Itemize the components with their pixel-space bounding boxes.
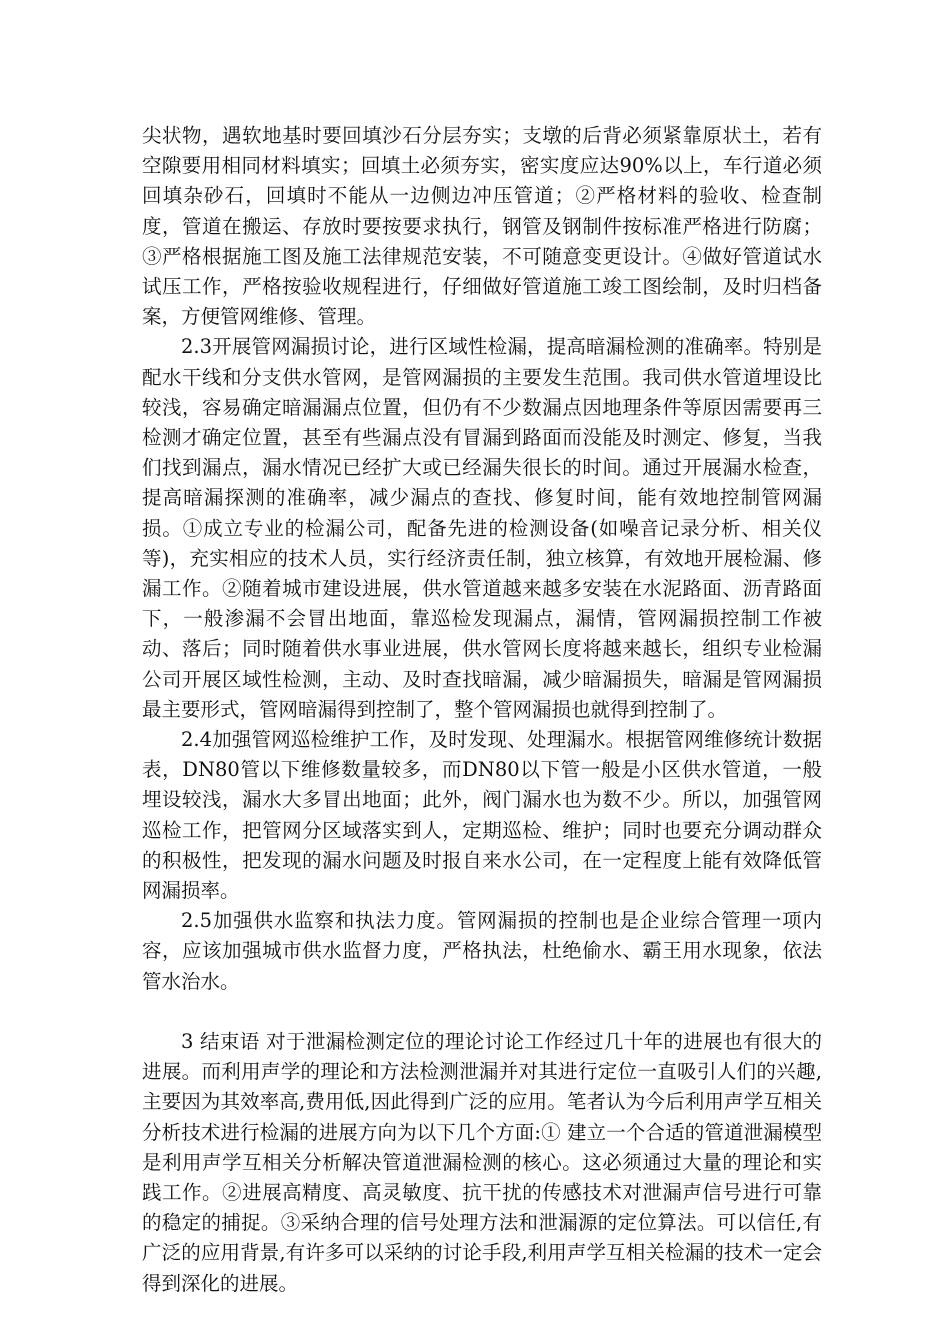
paragraph-spacer (142, 997, 822, 1027)
paragraph-section-2-5: 2.5加强供水监察和执法力度。管网漏损的控制也是企业综合管理一项内容，应该加强城市供水监督力度，严格执法，杜绝偷水、霸王用水现象，依法管水治水。 (142, 909, 822, 993)
paragraph-conclusion: 3 结束语 对于泄漏检测定位的理论讨论工作经过几十年的进展也有很大的进展。而利用声学的理论和方法检测泄漏并对其进行定位一直吸引人们的兴趣,主要因为其效率高,费用低,因此得到广泛的应用。笔者认为今后利用声学互相关分析技术进行检漏的进展方向为以下几个方面:① 建立一个合适的管道泄漏模型是利用声学互相关分析解决管道泄漏检测的核心。这必须通过大量的理论和实践工作。②进展高精度、高灵敏度、抗干扰的传感技术对泄漏声信号进行可靠的稳定的捕捉。③采纳合理的信号处理方法和泄漏源的定位算法。可以信任,有广泛的应用背景,有许多可以采纳的讨论手段,利用声学互相关检漏的技术一定会得到深化的进展。 (142, 1029, 822, 1295)
paragraph-section-2-4: 2.4加强管网巡检维护工作，及时发现、处理漏水。根据管网维修统计数据表，DN80管以下维修数量较多，而DN80以下管一般是小区供水管道，一般埋设较浅，漏水大多冒出地面；此外，阀门漏水也为数不少。所以，加强管网巡检工作，把管网分区域落实到人，定期巡检、维护；同时也要充分调动群众的积极性，把发现的漏水问题及时报自来水公司，在一定程度上能有效降低管网漏损率。 (142, 728, 822, 903)
document-body (142, 121, 822, 1299)
paragraph-backfill-continuation: 尖状物，遇软地基时要回填沙石分层夯实；支墩的后背必须紧靠原状土，若有空隙要用相同材料填实；回填土必须夯实，密实度应达90%以上，车行道必须回填杂砂石，回填时不能从一边侧边冲压管道；②严格材料的验收、检查制度，管道在搬运、存放时要按要求执行，钢管及钢制件按标准严格进行防腐；③严格根据施工图及施工法律规范安装，不可随意变更设计。④做好管道试水试压工作，严格按验收规程进行，仔细做好管道施工竣工图绘制，及时归档备案，方便管网维修、管理。 (142, 124, 822, 329)
paragraph-section-2-3: 2.3开展管网漏损讨论，进行区域性检漏，提高暗漏检测的准确率。特别是配水干线和分支供水管网，是管网漏损的主要发生范围。我司供水管道埋设比较浅，容易确定暗漏漏点位置，但仍有不少数漏点因地理条件等原因需要再三检测才确定位置，甚至有些漏点没有冒漏到路面而没能及时测定、修复，当我们找到漏点，漏水情况已经扩大或已经漏失很长的时间。通过开展漏水检查，提高暗漏探测的准确率，减少漏点的查找、修复时间，能有效地控制管网漏损。①成立专业的检漏公司，配备先进的检测设备(如噪音记录分析、相关仪等)，充实相应的技术人员，实行经济责任制，独立核算，有效地开展检漏、修漏工作。②随着城市建设进展，供水管道越来越多安装在水泥路面、沥青路面下，一般渗漏不会冒出地面，靠巡检发现漏点，漏情，管网漏损控制工作被动、落后；同时随着供水事业进展，供水管网长度将越来越长，组织专业检漏公司开展区域性检测，主动、及时查找暗漏，减少暗漏损失，暗漏是管网漏损最主要形式，管网暗漏得到控制了，整个管网漏损也就得到控制了。 (142, 335, 822, 721)
